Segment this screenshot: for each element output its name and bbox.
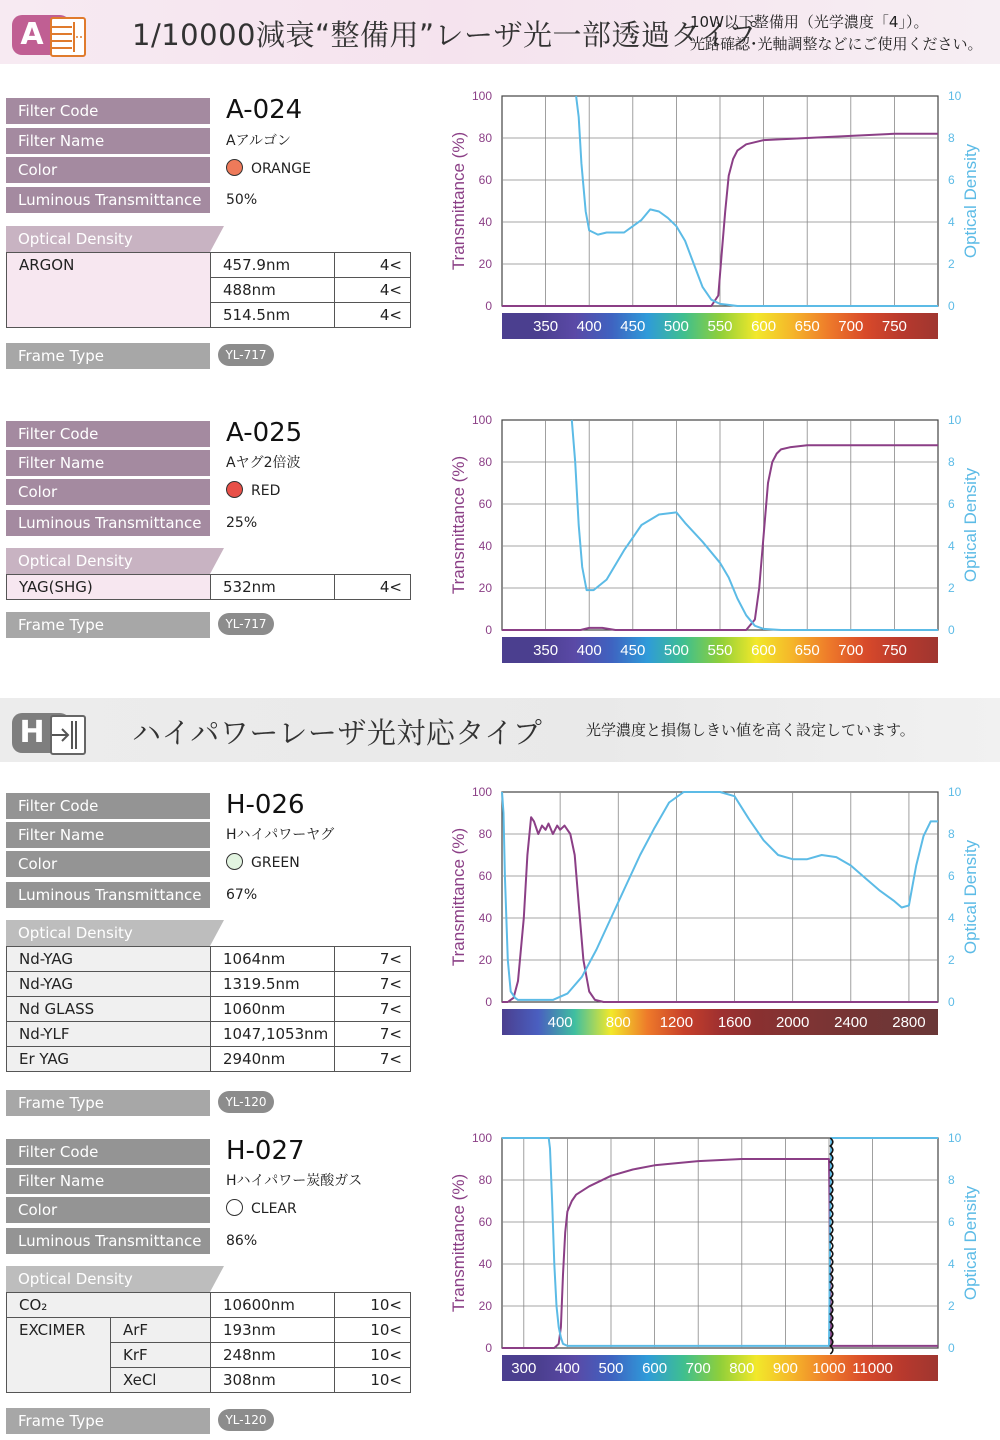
red-swatch bbox=[226, 481, 243, 498]
a025-luminous-value: 25% bbox=[226, 515, 258, 531]
a024-od-table bbox=[6, 252, 411, 328]
h026-luminous-value: 67% bbox=[226, 887, 258, 903]
a024-filter-name: Aアルゴン bbox=[226, 133, 292, 149]
y-tick-label-right: 6 bbox=[948, 173, 955, 187]
x-tick-label: 750 bbox=[881, 642, 907, 659]
h026-frame-type: YL-120 bbox=[218, 1091, 274, 1113]
y-tick-label-right: 0 bbox=[948, 1341, 955, 1355]
a025-od-group: YAG(SHG) bbox=[7, 575, 211, 600]
section-a-badge-letter: A bbox=[20, 17, 44, 52]
y-tick-label-right: 4 bbox=[948, 215, 955, 229]
table-row bbox=[7, 1022, 411, 1047]
x-tick-label: 400 bbox=[554, 1360, 580, 1377]
h026-filter-code: H-026 bbox=[226, 790, 305, 820]
h027-od-sub-2: ArF bbox=[111, 1318, 211, 1343]
h027-od-val-2: 10< bbox=[335, 1318, 411, 1343]
y-tick-label-left: 60 bbox=[478, 1215, 492, 1229]
y-tick-label-right: 6 bbox=[948, 1215, 955, 1229]
section-a-note-line2: 光路確認･光軸調整などにご使用ください。 bbox=[690, 35, 983, 53]
x-tick-label: 1600 bbox=[717, 1014, 752, 1031]
y-tick-label-left: 80 bbox=[478, 1173, 492, 1187]
y-tick-label-right: 8 bbox=[948, 131, 955, 145]
x-tick-label: 750 bbox=[881, 318, 907, 335]
h026-od-group-5: Er YAG bbox=[7, 1047, 211, 1072]
y-axis-title-right: Optical Density bbox=[961, 1185, 980, 1301]
table-row bbox=[7, 253, 411, 278]
a024-od-wl-2: 488nm bbox=[211, 278, 335, 303]
x-tick-label: 400 bbox=[576, 642, 602, 659]
y-tick-label-left: 20 bbox=[478, 953, 492, 967]
section-h-banner bbox=[0, 698, 1000, 762]
y-tick-label-left: 0 bbox=[485, 299, 492, 313]
h026-od-val-4: 7< bbox=[335, 1022, 411, 1047]
y-tick-label-right: 0 bbox=[948, 623, 955, 637]
h026-od-wl-5: 2940nm bbox=[211, 1047, 335, 1072]
h026-od-group-2: Nd-YAG bbox=[7, 972, 211, 997]
h026-od-wl-2: 1319.5nm bbox=[211, 972, 335, 997]
h027-od-wl-3: 248nm bbox=[211, 1343, 335, 1368]
y-tick-label-right: 4 bbox=[948, 539, 955, 553]
beam-attenuation-icon bbox=[50, 17, 86, 57]
h027-filter-name-label: Filter Name bbox=[6, 1168, 210, 1194]
chart-h026 bbox=[440, 780, 1000, 1042]
h027-od-wl-4: 308nm bbox=[211, 1368, 335, 1393]
h026-filter-code-label: Filter Code bbox=[6, 793, 210, 819]
h026-od-group-3: Nd GLASS bbox=[7, 997, 211, 1022]
y-tick-label-right: 2 bbox=[948, 257, 955, 271]
x-tick-label: 900 bbox=[772, 1360, 798, 1377]
x-tick-label: 11000 bbox=[852, 1360, 893, 1377]
section-h-badge-letter: H bbox=[19, 715, 45, 750]
x-tick-label: 800 bbox=[605, 1014, 631, 1031]
section-h-note: 光学濃度と損傷しきい値を高く設定しています。 bbox=[586, 721, 915, 739]
h027-luminous-value: 86% bbox=[226, 1233, 258, 1249]
x-tick-label: 600 bbox=[751, 642, 777, 659]
a025-frame-type: YL-717 bbox=[218, 613, 274, 635]
x-tick-label: 1200 bbox=[659, 1014, 694, 1031]
h026-od-table bbox=[6, 946, 411, 1072]
x-tick-label: 350 bbox=[533, 642, 559, 659]
h027-color-label: Color bbox=[6, 1197, 210, 1223]
h027-od-val-3: 10< bbox=[335, 1343, 411, 1368]
y-axis-title-left: Transmittance (%) bbox=[449, 455, 468, 595]
h027-color-name: CLEAR bbox=[251, 1201, 297, 1217]
h026-color-value bbox=[226, 853, 300, 873]
h026-od-val-5: 7< bbox=[335, 1047, 411, 1072]
section-a-badge bbox=[12, 15, 70, 55]
chart-h027 bbox=[440, 1126, 1000, 1388]
orange-swatch bbox=[226, 159, 243, 176]
h027-luminous-label: Luminous Transmittance bbox=[6, 1228, 210, 1254]
h026-od-wl-4: 1047,1053nm bbox=[211, 1022, 335, 1047]
h026-od-val-1: 7< bbox=[335, 947, 411, 972]
section-a-banner bbox=[0, 0, 1000, 64]
h026-od-wl-3: 1060nm bbox=[211, 997, 335, 1022]
y-axis-title-left: Transmittance (%) bbox=[449, 827, 468, 967]
y-tick-label-left: 20 bbox=[478, 1299, 492, 1313]
a024-od-val-2: 4< bbox=[335, 278, 411, 303]
y-axis-title-right: Optical Density bbox=[961, 467, 980, 583]
y-tick-label-left: 100 bbox=[471, 89, 492, 103]
h027-color-value bbox=[226, 1199, 297, 1219]
y-tick-label-right: 8 bbox=[948, 455, 955, 469]
y-tick-label-left: 40 bbox=[478, 1257, 492, 1271]
chart-a025-svg bbox=[440, 408, 1000, 670]
h027-od-wl-1: 10600nm bbox=[211, 1293, 335, 1318]
h026-od-group-4: Nd-YLF bbox=[7, 1022, 211, 1047]
h027-od-sub-4: XeCl bbox=[111, 1368, 211, 1393]
a025-luminous-label: Luminous Transmittance bbox=[6, 510, 210, 536]
y-tick-label-left: 40 bbox=[478, 215, 492, 229]
a024-frame-type: YL-717 bbox=[218, 344, 274, 366]
h027-od-val-4: 10< bbox=[335, 1368, 411, 1393]
x-tick-label: 450 bbox=[620, 318, 646, 335]
x-tick-label: 450 bbox=[620, 642, 646, 659]
x-tick-label: 650 bbox=[794, 642, 820, 659]
a024-color-label: Color bbox=[6, 157, 210, 183]
y-tick-label-left: 100 bbox=[471, 413, 492, 427]
chart-h026-svg bbox=[440, 780, 1000, 1042]
chart-a024-svg bbox=[440, 84, 1000, 346]
y-axis-title-left: Transmittance (%) bbox=[449, 1173, 468, 1313]
y-tick-label-right: 8 bbox=[948, 1173, 955, 1187]
h026-filter-name: Hハイパワーヤグ bbox=[226, 827, 335, 843]
h026-color-label: Color bbox=[6, 851, 210, 877]
h027-od-group-1: CO₂ bbox=[7, 1293, 211, 1318]
x-tick-label: 600 bbox=[642, 1360, 668, 1377]
y-tick-label-right: 2 bbox=[948, 581, 955, 595]
x-tick-label: 400 bbox=[547, 1014, 573, 1031]
y-tick-label-right: 10 bbox=[948, 89, 962, 103]
a024-od-val-1: 4< bbox=[335, 253, 411, 278]
y-tick-label-left: 100 bbox=[471, 785, 492, 799]
a025-color-label: Color bbox=[6, 479, 210, 505]
table-row bbox=[7, 947, 411, 972]
y-tick-label-left: 100 bbox=[471, 1131, 492, 1145]
y-axis-title-right: Optical Density bbox=[961, 839, 980, 955]
a025-frame-type-label: Frame Type bbox=[6, 612, 210, 638]
section-h-badge bbox=[12, 713, 70, 753]
a025-filter-code: A-025 bbox=[226, 418, 303, 448]
chart-h027-svg bbox=[440, 1126, 1000, 1388]
x-tick-label: 550 bbox=[707, 642, 733, 659]
y-tick-label-left: 20 bbox=[478, 257, 492, 271]
x-tick-label: 700 bbox=[838, 318, 864, 335]
x-tick-label: 700 bbox=[838, 642, 864, 659]
a024-od-label: Optical Density bbox=[6, 226, 210, 252]
y-axis-title-right: Optical Density bbox=[961, 143, 980, 259]
chart-a025 bbox=[440, 408, 1000, 670]
x-tick-label: 300 bbox=[511, 1360, 537, 1377]
h027-od-label: Optical Density bbox=[6, 1266, 210, 1292]
a024-filter-code-label: Filter Code bbox=[6, 98, 210, 124]
h027-frame-type: YL-120 bbox=[218, 1409, 274, 1431]
y-tick-label-right: 2 bbox=[948, 953, 955, 967]
a024-luminous-label: Luminous Transmittance bbox=[6, 187, 210, 213]
table-row bbox=[7, 997, 411, 1022]
y-tick-label-left: 40 bbox=[478, 539, 492, 553]
y-tick-label-left: 20 bbox=[478, 581, 492, 595]
a025-od-label: Optical Density bbox=[6, 548, 210, 574]
y-tick-label-right: 0 bbox=[948, 299, 955, 313]
a025-od-val-1: 4< bbox=[335, 575, 411, 600]
chart-a024 bbox=[440, 84, 1000, 346]
a025-filter-name: Aヤグ2倍波 bbox=[226, 455, 301, 471]
h027-od-sub-3: KrF bbox=[111, 1343, 211, 1368]
x-tick-label: 1000 bbox=[812, 1360, 846, 1377]
table-row bbox=[7, 972, 411, 997]
a024-frame-type-label: Frame Type bbox=[6, 343, 210, 369]
x-tick-label: 800 bbox=[729, 1360, 755, 1377]
x-tick-label: 400 bbox=[576, 318, 602, 335]
y-tick-label-left: 0 bbox=[485, 623, 492, 637]
x-tick-label: 2800 bbox=[892, 1014, 926, 1031]
h026-filter-name-label: Filter Name bbox=[6, 822, 210, 848]
section-h-title: ハイパワーレーザ光対応タイプ bbox=[132, 716, 543, 750]
h026-od-val-2: 7< bbox=[335, 972, 411, 997]
y-tick-label-right: 10 bbox=[948, 1131, 962, 1145]
h027-frame-type-label: Frame Type bbox=[6, 1408, 210, 1434]
beam-block-icon bbox=[50, 715, 86, 755]
a024-od-wl-3: 514.5nm bbox=[211, 303, 335, 328]
y-tick-label-right: 6 bbox=[948, 497, 955, 511]
clear-swatch bbox=[226, 1199, 243, 1216]
h026-frame-type-label: Frame Type bbox=[6, 1090, 210, 1116]
y-tick-label-left: 60 bbox=[478, 869, 492, 883]
y-tick-label-right: 6 bbox=[948, 869, 955, 883]
h027-filter-code-label: Filter Code bbox=[6, 1139, 210, 1165]
x-tick-label: 2000 bbox=[775, 1014, 810, 1031]
green-swatch bbox=[226, 853, 243, 870]
section-a-title: 1/10000減衰“整備用”レーザ光一部透過タイプ bbox=[132, 18, 758, 52]
x-tick-label: 550 bbox=[707, 318, 733, 335]
x-tick-label: 2400 bbox=[834, 1014, 868, 1031]
y-axis-title-left: Transmittance (%) bbox=[449, 131, 468, 271]
a024-od-wl-1: 457.9nm bbox=[211, 253, 335, 278]
a025-filter-code-label: Filter Code bbox=[6, 421, 210, 447]
y-tick-label-left: 80 bbox=[478, 131, 492, 145]
h027-od-wl-2: 193nm bbox=[211, 1318, 335, 1343]
h026-color-name: GREEN bbox=[251, 855, 300, 871]
y-tick-label-right: 10 bbox=[948, 785, 962, 799]
section-a-note-line1: 10W以下整備用（光学濃度「4」）。 bbox=[690, 13, 929, 31]
x-tick-label: 500 bbox=[663, 642, 689, 659]
x-tick-label: 500 bbox=[598, 1360, 624, 1377]
table-row bbox=[7, 575, 411, 600]
y-tick-label-left: 60 bbox=[478, 497, 492, 511]
x-tick-label: 700 bbox=[685, 1360, 711, 1377]
x-tick-label: 350 bbox=[533, 318, 559, 335]
y-tick-label-right: 0 bbox=[948, 995, 955, 1009]
x-tick-label: 500 bbox=[663, 318, 689, 335]
a024-color-value bbox=[226, 159, 311, 179]
h026-luminous-label: Luminous Transmittance bbox=[6, 882, 210, 908]
x-tick-label: 650 bbox=[794, 318, 820, 335]
y-tick-label-left: 60 bbox=[478, 173, 492, 187]
table-row bbox=[7, 1318, 411, 1343]
y-tick-label-right: 4 bbox=[948, 911, 955, 925]
x-tick-label: 600 bbox=[751, 318, 777, 335]
h027-od-val-1: 10< bbox=[335, 1293, 411, 1318]
a025-od-wl-1: 532nm bbox=[211, 575, 335, 600]
a024-filter-name-label: Filter Name bbox=[6, 128, 210, 154]
h026-od-wl-1: 1064nm bbox=[211, 947, 335, 972]
a025-color-name: RED bbox=[251, 483, 281, 499]
y-tick-label-right: 8 bbox=[948, 827, 955, 841]
plot-area bbox=[502, 792, 938, 1002]
h027-filter-name: Hハイパワー炭酸ガス bbox=[226, 1173, 363, 1189]
y-tick-label-left: 0 bbox=[485, 995, 492, 1009]
y-tick-label-left: 80 bbox=[478, 827, 492, 841]
h026-od-group-1: Nd-YAG bbox=[7, 947, 211, 972]
y-tick-label-right: 10 bbox=[948, 413, 962, 427]
h027-filter-code: H-027 bbox=[226, 1136, 305, 1166]
a025-od-table bbox=[6, 574, 411, 600]
a024-luminous-value: 50% bbox=[226, 192, 258, 208]
y-tick-label-right: 4 bbox=[948, 1257, 955, 1271]
a024-od-group: ARGON bbox=[7, 253, 211, 328]
a025-filter-name-label: Filter Name bbox=[6, 450, 210, 476]
h027-od-group-2: EXCIMER bbox=[7, 1318, 111, 1393]
a024-od-val-3: 4< bbox=[335, 303, 411, 328]
h026-od-label: Optical Density bbox=[6, 920, 210, 946]
table-row bbox=[7, 1293, 411, 1318]
y-tick-label-left: 0 bbox=[485, 1341, 492, 1355]
a024-color-name: ORANGE bbox=[251, 161, 311, 177]
y-tick-label-right: 2 bbox=[948, 1299, 955, 1313]
a025-color-value bbox=[226, 481, 280, 501]
y-tick-label-left: 40 bbox=[478, 911, 492, 925]
a024-filter-code: A-024 bbox=[226, 95, 303, 125]
h027-od-table bbox=[6, 1292, 411, 1393]
y-tick-label-left: 80 bbox=[478, 455, 492, 469]
h026-od-val-3: 7< bbox=[335, 997, 411, 1022]
table-row bbox=[7, 1047, 411, 1072]
